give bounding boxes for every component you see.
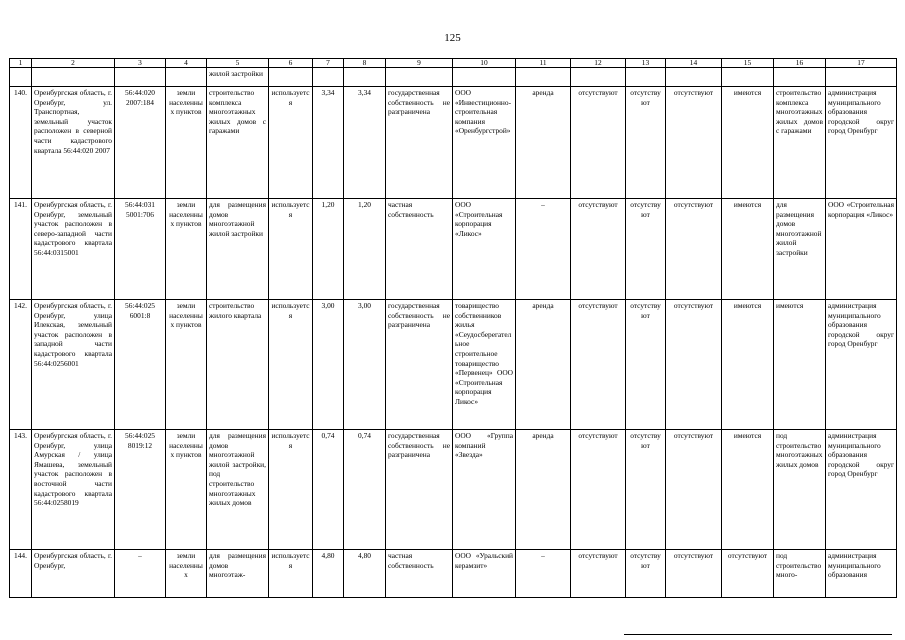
- table-row: [10, 300, 897, 430]
- column-number: 14: [666, 59, 722, 68]
- table-cell: [571, 68, 626, 87]
- table-cell: частная собственность: [386, 550, 453, 598]
- table-cell: 3,00: [313, 300, 344, 430]
- column-number: 1: [10, 59, 32, 68]
- table-cell: для размещения домов многоэтаж-: [207, 550, 269, 598]
- table-row: [10, 87, 897, 199]
- table-cell: 56:44:025 8019:12: [115, 430, 166, 550]
- table-cell: 141.: [10, 199, 32, 300]
- table-cell: [32, 68, 115, 87]
- table-cell: отсутствуют: [571, 550, 626, 598]
- table-cell: отсутствуют: [571, 87, 626, 199]
- table-cell: [722, 68, 774, 87]
- table-cell: жилой застройки: [207, 68, 269, 87]
- table-cell: строительство комплекса многоэтажных жилых домов с гаражами: [774, 87, 826, 199]
- table-cell: отсутствуют: [666, 87, 722, 199]
- table-cell: имеются: [722, 199, 774, 300]
- table-cell: 56:44:020 2007:184: [115, 87, 166, 199]
- table-cell: 1,20: [313, 199, 344, 300]
- table-cell: частная собственность: [386, 199, 453, 300]
- table-cell: аренда: [516, 300, 571, 430]
- table-row: [10, 430, 897, 550]
- table-cell: [516, 68, 571, 87]
- table-cell: администрация муниципального образования: [826, 550, 897, 598]
- table-cell: [10, 68, 32, 87]
- column-number: 8: [344, 59, 386, 68]
- table-cell: аренда: [516, 87, 571, 199]
- table-cell: земли населенных пунктов: [166, 300, 207, 430]
- table-cell: 3,34: [344, 87, 386, 199]
- table-cell: [453, 68, 516, 87]
- table-cell: 0,74: [313, 430, 344, 550]
- table-row: [10, 199, 897, 300]
- table-cell: имеются: [774, 300, 826, 430]
- column-number: 5: [207, 59, 269, 68]
- table-cell: [666, 68, 722, 87]
- table-cell: аренда: [516, 430, 571, 550]
- table-cell: государственная собственность не разграничена: [386, 300, 453, 430]
- table-cell: отсутствуют: [666, 199, 722, 300]
- table-cell: для размещения домов многоэтажной жилой застройки, под строительство многоэтажных жилых домов: [207, 430, 269, 550]
- table-cell: имеются: [722, 87, 774, 199]
- table-cell: отсутствуют: [571, 199, 626, 300]
- column-number: 15: [722, 59, 774, 68]
- table-cell: ООО «Инвестиционно-строительная компания «Оренбургстрой»: [453, 87, 516, 199]
- table-cell: отсутствуют: [571, 430, 626, 550]
- table-cell: [344, 68, 386, 87]
- table-cell: Оренбургская область, г. Оренбург,: [32, 550, 115, 598]
- table-cell: для размещения домов многоэтажной жилой застройки: [774, 199, 826, 300]
- table-cell: Оренбургская область, г. Оренбург, ул. Транспортная, земельный участок расположен в северной части кадастрового квартала 56:44:020 2007: [32, 87, 115, 199]
- table-cell: строительство жилого квартала: [207, 300, 269, 430]
- table-cell: товарищество собственников жилья «Сеудосберегательное строительное товарищество «Первенец» ООО «Строительная корпорация Ликос»: [453, 300, 516, 430]
- table-cell: имеются: [722, 300, 774, 430]
- table-cell: 1,20: [344, 199, 386, 300]
- table-cell: отсутствуют: [722, 550, 774, 598]
- footer-rule: [624, 634, 892, 635]
- table-cell: 3,34: [313, 87, 344, 199]
- table-cell: отсутствуют: [626, 300, 666, 430]
- column-number: 4: [166, 59, 207, 68]
- column-number: 11: [516, 59, 571, 68]
- column-number: 12: [571, 59, 626, 68]
- column-number-row: [10, 59, 897, 68]
- table-cell: [313, 68, 344, 87]
- table-cell: администрация муниципального образования городской округ город Оренбург: [826, 300, 897, 430]
- table-row: [10, 550, 897, 598]
- table-cell: [269, 68, 313, 87]
- table-cell: земли населенных пунктов: [166, 430, 207, 550]
- table-cell: администрация муниципального образования городской округ город Оренбург: [826, 87, 897, 199]
- table-cell: для размещения домов многоэтажной жилой застройки: [207, 199, 269, 300]
- table-cell: [166, 68, 207, 87]
- table-cell: отсутствуют: [626, 87, 666, 199]
- column-number: 3: [115, 59, 166, 68]
- table-cell: государственная собственность не разграничена: [386, 430, 453, 550]
- table-cell: 143.: [10, 430, 32, 550]
- column-number: 2: [32, 59, 115, 68]
- column-number: 16: [774, 59, 826, 68]
- table-cell: 4,80: [313, 550, 344, 598]
- table-cell: 0,74: [344, 430, 386, 550]
- table-cell: под строительство многоэтажных жилых домов: [774, 430, 826, 550]
- column-number: 7: [313, 59, 344, 68]
- table-cell: используется: [269, 300, 313, 430]
- table-cell: ООО «Строительная корпорация «Ликос»: [826, 199, 897, 300]
- table-cell: строительство комплекса многоэтажных жилых домов с гаражами: [207, 87, 269, 199]
- table-cell: государственная собственность не разграничена: [386, 87, 453, 199]
- table-cell: отсутствуют: [626, 199, 666, 300]
- column-number: 17: [826, 59, 897, 68]
- table-cell: 142.: [10, 300, 32, 430]
- table-cell: –: [115, 550, 166, 598]
- table-cell: ООО «Строительная корпорация «Ликос»: [453, 199, 516, 300]
- table-cell: под строительство много-: [774, 550, 826, 598]
- table-row: [10, 68, 897, 87]
- table-cell: отсутствуют: [666, 550, 722, 598]
- table-cell: земли населенных пунктов: [166, 199, 207, 300]
- table-cell: –: [516, 199, 571, 300]
- table-cell: отсутствуют: [626, 430, 666, 550]
- table-cell: 144.: [10, 550, 32, 598]
- table-cell: используется: [269, 199, 313, 300]
- table-cell: используется: [269, 430, 313, 550]
- table-cell: [626, 68, 666, 87]
- table-cell: отсутствуют: [666, 430, 722, 550]
- table-cell: [774, 68, 826, 87]
- table-cell: 56:44:031 5001:706: [115, 199, 166, 300]
- column-number: 10: [453, 59, 516, 68]
- page-number: 125: [444, 32, 461, 44]
- table-cell: ООО «Группа компаний «Звезда»: [453, 430, 516, 550]
- table-cell: 56:44:025 6001:8: [115, 300, 166, 430]
- table-cell: отсутствуют: [626, 550, 666, 598]
- table-cell: используется: [269, 87, 313, 199]
- table-cell: 140.: [10, 87, 32, 199]
- table-cell: Оренбургская область, г. Оренбург, улица Илекская, земельный участок расположен в западной части кадастрового квартала 56:44:0256001: [32, 300, 115, 430]
- table-cell: Оренбургская область, г. Оренбург, земельный участок расположен в северо-западной части кадастрового квартала 56:44:0315001: [32, 199, 115, 300]
- table-cell: Оренбургская область, г. Оренбург, улица Амурская / улица Ямашева, земельный участок расположен в восточной части кадастрового квартала 56:44:0258019: [32, 430, 115, 550]
- table-cell: отсутствуют: [571, 300, 626, 430]
- table-cell: земли населенных: [166, 550, 207, 598]
- table-cell: [115, 68, 166, 87]
- land-plots-table: [9, 58, 897, 598]
- table-cell: [826, 68, 897, 87]
- table-cell: 3,00: [344, 300, 386, 430]
- column-number: 6: [269, 59, 313, 68]
- table-cell: администрация муниципального образования городской округ город Оренбург: [826, 430, 897, 550]
- table-cell: ООО «Уральский керамзит»: [453, 550, 516, 598]
- table-cell: земли населенных пунктов: [166, 87, 207, 199]
- table-cell: 4,80: [344, 550, 386, 598]
- table-cell: имеются: [722, 430, 774, 550]
- table-cell: отсутствуют: [666, 300, 722, 430]
- column-number: 13: [626, 59, 666, 68]
- column-number: 9: [386, 59, 453, 68]
- table-cell: [386, 68, 453, 87]
- table-cell: используется: [269, 550, 313, 598]
- table-cell: –: [516, 550, 571, 598]
